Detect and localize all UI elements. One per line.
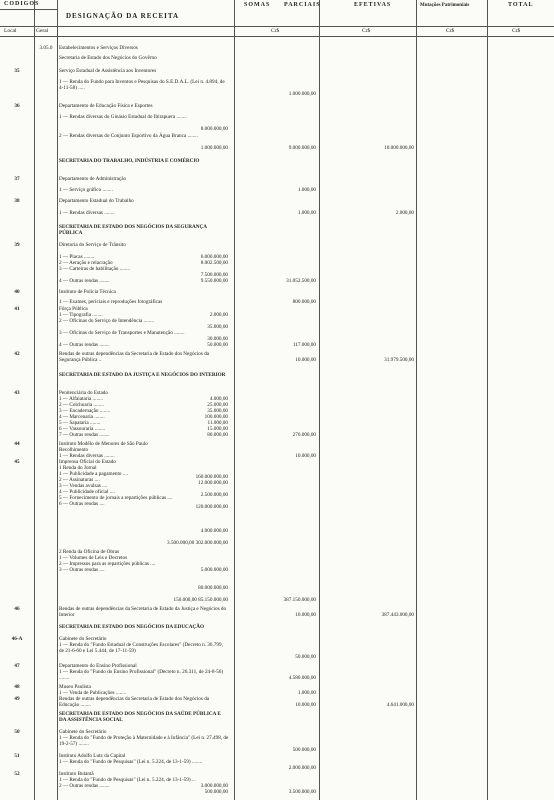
inner-amount: 5.000.000,00	[200, 567, 228, 573]
receipt-description: 1 — Serviço gráfico ........	[59, 187, 113, 193]
receipt-description: 2 — Rendas diversas do Conjunto Esportivo da Água Branca ........	[59, 133, 198, 139]
local-code: 50	[14, 729, 20, 735]
receipt-description: 1 — Alfaiataria ........	[59, 396, 103, 402]
receipt-description: 4 — Outras rendas ........	[59, 342, 110, 348]
header-unit-efetivas: Cr$	[362, 28, 371, 34]
header-designacao: DESIGNAÇÃO DA RECEITA	[66, 12, 180, 20]
inner-amount: 4.000,00	[209, 396, 228, 402]
inner-amount: 500.000,00	[204, 789, 228, 795]
header-divider-units	[0, 36, 554, 37]
receipt-description: 3 — Carteiras de habilitação ........	[59, 266, 131, 272]
geral-code: 3.05.0	[39, 45, 53, 51]
header-parciais: PARCIAIS	[284, 2, 321, 8]
local-code: 51	[14, 753, 20, 759]
section-heading: SECRETARIA DE ESTADO DA JUSTIÇA E NEGÓCIOS DO INTERIOR	[59, 372, 226, 378]
somas-amount: 10.000,00	[295, 702, 316, 708]
inner-amount: 15.000,00	[207, 426, 228, 432]
inner-amount: 2.500.000,00	[200, 492, 228, 498]
local-code: 46	[14, 606, 20, 612]
efetivas-amount: 387.443.000,00	[381, 612, 414, 618]
header-unit-somas: Cr$	[271, 28, 280, 34]
local-code: 40	[14, 289, 20, 295]
receipt-description: 1 — Rendas diversas ........	[59, 453, 115, 459]
local-code: 46-A	[11, 636, 23, 642]
local-code: 49	[14, 696, 20, 702]
receipt-description: 1 — Renda do Fundo para Inventos e Pesquisas do S.E.D.A.L. (Lei n. 4.894, de 4-11-58) .....	[59, 79, 225, 91]
receipt-description: Instituto de Polícia Técnica	[59, 289, 116, 295]
local-code: 45	[14, 459, 20, 465]
header-total: TOTAL	[508, 2, 534, 8]
receipt-description: 3 — Oficinas do Serviço de Transportes e Manutenção ........	[59, 330, 185, 336]
receipt-description: Instituto Modêlo de Menores de São Paulo	[59, 441, 148, 447]
inner-amount: 30.000,00	[207, 336, 228, 342]
receipt-description: 2 — Oficinas do Serviço de Intendência ........	[59, 318, 154, 324]
local-code: 36	[14, 103, 20, 109]
header-somas: SOMAS	[244, 2, 271, 8]
col-divider-desc	[234, 0, 235, 800]
inner-amount: 8.002.500,00	[200, 260, 228, 266]
somas-amount: 9.000.000,00	[288, 145, 316, 151]
somas-amount: 1.000,00	[297, 187, 316, 193]
receipt-description: Departamento de Administração	[59, 176, 127, 182]
receipt-description: Gabinete do Secretário 1 — Renda do "Fundo de Proteção à Maternidade e à Infância" (Lei n. 27.498, de 19-2-57) ........	[59, 729, 229, 747]
efetivas-amount: 4.641.000,00	[386, 702, 414, 708]
col-divider-efetivas	[416, 0, 417, 800]
inner-amount: 150.000,00 85.150.000,00	[173, 597, 228, 603]
receipt-description: Museu Paulista 1 — Venda de Publicações ........	[59, 684, 127, 696]
inner-amount: 8.000.000,00	[200, 126, 228, 132]
inner-amount: 9.550.000,00	[200, 278, 228, 284]
receipt-description: 3 — Encadernação ........	[59, 408, 111, 414]
inner-amount: 3.000.000,00	[200, 783, 228, 789]
receipt-description: 1 — Rendas diversas do Ginásio Estadual do Ibirapuera ........	[59, 114, 187, 120]
section-heading: SECRETARIA DE ESTADO DOS NEGÓCIOS DA EDUCAÇÃO	[59, 624, 205, 630]
somas-amount: 1.000,00	[297, 690, 316, 696]
receipt-description: 1 — Placas ........	[59, 254, 95, 260]
header-divider-bottom	[0, 26, 554, 27]
inner-amount: 4.000.000,00	[200, 528, 228, 534]
receipt-description: Instituto Adolfo Lutz da Capital 1 — Renda do "Fundo de Pesquisas" (Lei n. 5.224, de 13-1-59) ........	[59, 753, 203, 765]
somas-amount: 50.000,00	[295, 654, 316, 660]
receipt-description: 1 — Rendas diversas ........	[59, 210, 115, 216]
receipt-description: Rendas de outras dependências da Secretaria de Estado dos Negócios da Segurança Pública ..	[59, 351, 210, 363]
section-heading: SECRETARIA DE ESTADO DOS NEGÓCIOS DA SAÚDE PÚBLICA E DA ASSISTÊNCIA SOCIAL	[59, 711, 221, 723]
local-code: 52	[14, 771, 20, 777]
receipt-description: Instituto Butantã 1 — Renda do "Fundo de Pesquisas" (Lei n. 5.224, de 13-1-59) ... 2 — Outras rendas ........	[59, 771, 196, 789]
receipt-description: 4 — Marcenaria ........	[59, 414, 105, 420]
local-code: 44	[14, 441, 20, 447]
inner-amount: 35.000,00	[207, 408, 228, 414]
receipt-description: Penitenciária do Estado	[59, 390, 108, 396]
inner-amount: 80.000.000,00	[198, 585, 228, 591]
inner-amount: 2.000,00	[209, 312, 228, 318]
receipt-description: Imprensa Oficial do Estado 1 Renda do Jornal 1 — Publicidade a pagamento .... 2 — Assinaturas .... 3 — Vendas avulsas .... 4 — Publicidade oficial .... 5 — Fornecimento de jornais a repartições públicas .... 6 — Outras rendas ....	[59, 459, 173, 507]
header-local: Local	[4, 28, 17, 34]
col-divider-local	[34, 0, 35, 800]
inner-amount: 120.000.000,00	[195, 504, 228, 510]
receipt-description: 1 — Tipografia ........	[59, 312, 103, 318]
somas-amount: 1.000,00	[297, 210, 316, 216]
efetivas-amount: 10.000.000,00	[384, 145, 414, 151]
inner-amount: 12.000.000,00	[198, 480, 228, 486]
receipt-description: 2 Renda da Oficina de Obras 1 — Volumes de Leis e Decretos 2 — Impressos para as repartições públicas .... 3 — Outras rendas ....	[59, 549, 156, 573]
receipt-description: Departamento de Educação Física e Esportes	[59, 103, 153, 109]
local-code: 37	[14, 176, 20, 182]
header-divider-codigos	[0, 9, 57, 10]
somas-amount: 1.000.000,00	[288, 91, 316, 97]
receipt-description: 6 — Vassouraria ........	[59, 426, 106, 432]
inner-amount: 160.000.000,00	[195, 474, 228, 480]
inner-amount: 35.000,00	[207, 324, 228, 330]
receipt-description: Fôrça Pública	[59, 306, 88, 312]
local-code: 41	[14, 306, 20, 312]
inner-amount: 7.500.000,00	[200, 272, 228, 278]
receipt-description: 7 — Outras rendas ........	[59, 432, 110, 438]
local-code: 38	[14, 198, 20, 204]
inner-amount: 100.000,00	[204, 414, 228, 420]
receipt-description: Departamento Estadual do Trabalho	[59, 198, 134, 204]
col-divider-geral	[57, 0, 58, 800]
receipt-description: 2 — Colchoaria ........	[59, 402, 104, 408]
receipt-description: Estabelecimentos e Serviços Diversos	[59, 45, 138, 51]
local-code: 47	[14, 663, 20, 669]
somas-amount: 10.000,00	[295, 357, 316, 363]
somas-amount: 10.000,00	[295, 612, 316, 618]
header-geral: Geral	[36, 28, 49, 34]
receipt-description: Recolhimento	[59, 447, 89, 453]
somas-amount: 500.000,00	[292, 747, 316, 753]
inner-amount: 1.000.000,00	[200, 145, 228, 151]
inner-amount: 3.500.000,00 302.000.000,00	[167, 540, 228, 546]
inner-amount: 6.000.000,00	[200, 254, 228, 260]
receipt-description: 5 — Sapataria ........	[59, 420, 101, 426]
section-heading: SECRETARIA DO TRABALHO, INDÚSTRIA E COMÉRCIO	[59, 158, 200, 164]
local-code: 43	[14, 390, 20, 396]
somas-amount: 4.580.000,00	[288, 675, 316, 681]
somas-amount: 270.000,00	[292, 432, 316, 438]
somas-amount: 2.000.000,00	[288, 765, 316, 771]
somas-amount: 387.150.000,00	[283, 597, 316, 603]
header-mutacoes: Mutações Patrimoniais	[420, 3, 470, 8]
inner-amount: 11.000,00	[207, 420, 228, 426]
efetivas-amount: 31.979.500,00	[384, 357, 414, 363]
receipt-description: Departamento do Ensino Profissional 1 — Renda do "Fundo do Ensino Profissional" (Decreto n. 26.311, de 24-8-56) ........	[59, 663, 224, 681]
local-code: 39	[14, 242, 20, 248]
receipt-description: Serviço Estadual de Assistência aos Inventores	[59, 68, 157, 74]
efetivas-amount: 2.000,00	[395, 210, 414, 216]
receipt-description: Diretoria do Serviço de Trânsito	[59, 242, 126, 248]
receipt-description: Rendas de outras dependências da Secretaria de Estado dos Negócios da Educação ........	[59, 696, 210, 708]
header-efetivas: EFETIVAS	[354, 2, 392, 8]
receipt-description: Rendas de outras dependências da Secretaria de Estado da Justiça e Negócios do Interior	[59, 606, 227, 618]
col-divider-somas	[319, 0, 320, 800]
section-heading: SECRETARIA DE ESTADO DOS NEGÓCIOS DA SEGURANÇA PÚBLICA	[59, 224, 207, 236]
header-unit-total: Cr$	[512, 28, 521, 34]
receipt-description: 2 — Aeração e relacração	[59, 260, 113, 266]
somas-amount: 3.500.000,00	[288, 789, 316, 795]
somas-amount: 117.000,00	[292, 342, 316, 348]
receipt-description: Secretaria de Estado dos Negócios do Govêrno	[59, 55, 157, 61]
local-code: 48	[14, 684, 20, 690]
local-code: 35	[14, 68, 20, 74]
somas-amount: 31.052.500,00	[286, 278, 316, 284]
col-divider-mutacoes	[487, 0, 488, 800]
inner-amount: 80.000,00	[207, 432, 228, 438]
local-code: 42	[14, 351, 20, 357]
inner-amount: 25.000,00	[207, 402, 228, 408]
somas-amount: 800.000,00	[292, 299, 316, 305]
receipt-description: Gabinete do Secretário 1 — Renda do "Fundo Estadual de Construções Escolares" (Decreto n. 36.799, de 21-6-60 e Lei 5.444, de 17-11-59)	[59, 636, 223, 654]
header-codigos: CODIGOS	[4, 1, 40, 7]
receipt-description: 4 — Outras rendas ........	[59, 278, 110, 284]
receipt-description: 1 — Exames, periciais e reproduções fotográficas	[59, 299, 163, 305]
inner-amount: 50.000,00	[207, 342, 228, 348]
header-unit-mutacoes: Cr$	[446, 28, 455, 34]
somas-amount: 10.000,00	[295, 453, 316, 459]
